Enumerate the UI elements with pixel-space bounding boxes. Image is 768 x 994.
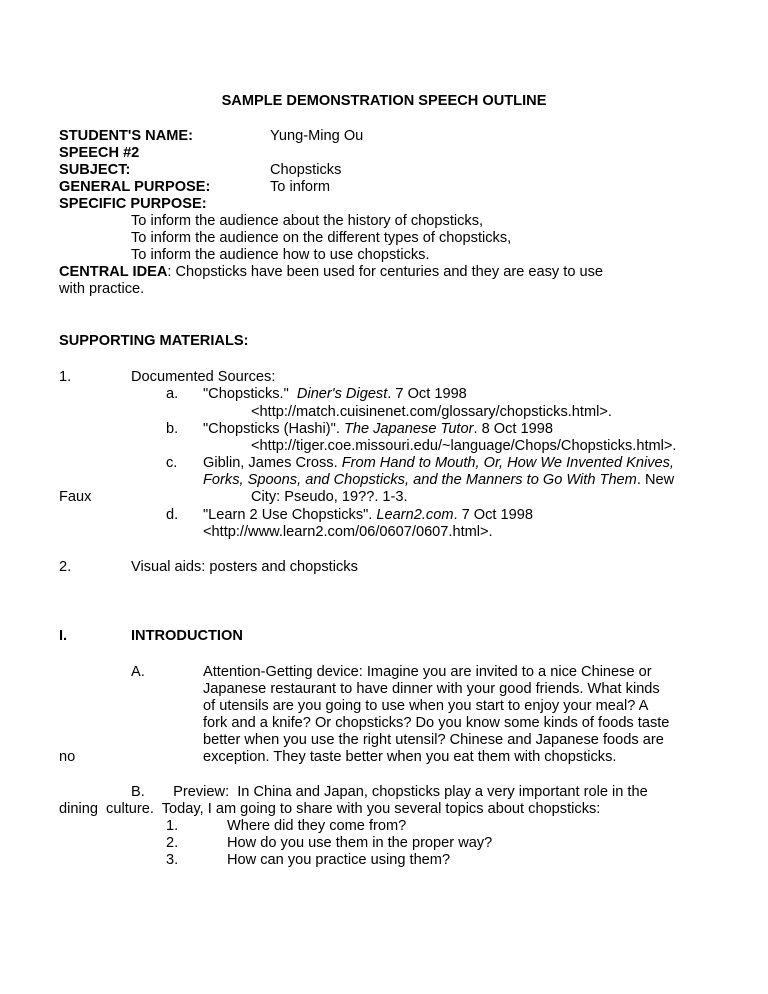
visual-aids-text: Visual aids: posters and chopsticks <box>131 559 358 575</box>
source-letter: d. <box>166 507 179 523</box>
source-url: <http://tiger.coe.missouri.edu/~language/Chops/Chopsticks.html>. <box>251 438 677 454</box>
section-number: I. <box>59 628 68 644</box>
preview-line: B. Preview: In China and Japan, chopsticks play a very important role in the <box>131 784 648 800</box>
source-citation <box>203 455 674 472</box>
source-citation <box>203 507 533 524</box>
specific-purpose-label: SPECIFIC PURPOSE: <box>59 196 207 212</box>
general-purpose-label: GENERAL PURPOSE: <box>59 179 211 195</box>
introduction-heading: INTRODUCTION <box>131 628 243 644</box>
source-title: "Chopsticks." <box>203 386 289 402</box>
specific-purpose-line: To inform the audience about the history of chopsticks, <box>131 213 484 229</box>
source-date: . 8 Oct 1998 <box>473 421 553 437</box>
source-publisher: City: Pseudo, 19??. 1-3. <box>251 489 408 505</box>
source-letter: b. <box>166 421 179 437</box>
preview-item-number: 3. <box>166 852 179 868</box>
item-number: 1. <box>59 369 72 385</box>
central-idea-text: : Chopsticks have been used for centuries and they are easy to use <box>167 264 604 280</box>
specific-purpose-line: To inform the audience on the different types of chopsticks, <box>131 230 512 246</box>
student-name-value: Yung-Ming Ou <box>270 128 364 144</box>
source-publication: Learn2.com <box>376 507 454 523</box>
preview-item-text: How can you practice using them? <box>227 852 451 868</box>
preview-item-text: Where did they come from? <box>227 818 407 834</box>
source-date: . 7 Oct 1998 <box>453 507 533 523</box>
attention-getter-line: Attention-Getting device: Imagine you are invited to a nice Chinese or <box>203 664 652 680</box>
source-book-title: From Hand to Mouth, Or, How We Invented Knives, <box>341 455 674 471</box>
source-url: <http://www.learn2.com/06/0607/0607.html>. <box>203 524 493 540</box>
attention-getter-line: better when you use the right utensil? Chinese and Japanese foods are <box>203 732 664 748</box>
student-name-label: STUDENT'S NAME: <box>59 128 194 144</box>
attention-getter-line: exception. They taste better when you eat them with chopsticks. <box>203 749 617 765</box>
attention-getter-line: Japanese restaurant to have dinner with your good friends. What kinds <box>203 681 660 697</box>
source-citation-continued <box>203 472 674 489</box>
attention-getter-line: of utensils are you going to use when you start to enjoy your meal? A <box>203 698 649 714</box>
source-title: "Chopsticks (Hashi)". <box>203 421 344 437</box>
source-author: Giblin, James Cross. <box>203 455 342 471</box>
source-publication: The Japanese Tutor <box>343 421 474 437</box>
central-idea-text-continued: with practice. <box>59 281 145 297</box>
source-tail: . New <box>636 472 675 488</box>
documented-sources-label: Documented Sources: <box>131 369 276 385</box>
preview-line-continued: dining culture. Today, I am going to share with you several topics about chopsticks: <box>59 801 601 817</box>
margin-note: no <box>59 749 76 765</box>
source-date: . 7 Oct 1998 <box>387 386 467 402</box>
source-letter: a. <box>166 386 179 402</box>
source-book-title-continued: Forks, Spoons, and Chopsticks, and the Manners to Go With Them <box>203 472 637 488</box>
preview-item-number: 2. <box>166 835 179 851</box>
preview-item-text: How do you use them in the proper way? <box>227 835 493 851</box>
central-idea <box>59 264 603 281</box>
source-url: <http://match.cuisinenet.com/glossary/chopsticks.html>. <box>251 404 612 420</box>
subject-label: SUBJECT: <box>59 162 131 178</box>
specific-purpose-line: To inform the audience how to use chopsticks. <box>131 247 430 263</box>
subpoint-letter: A. <box>131 664 145 680</box>
item-number: 2. <box>59 559 72 575</box>
speech-number-label: SPEECH #2 <box>59 145 140 161</box>
source-publication: Diner's Digest <box>296 386 388 402</box>
source-citation <box>203 421 553 438</box>
supporting-materials-heading: SUPPORTING MATERIALS: <box>59 333 249 349</box>
source-title: "Learn 2 Use Chopsticks". <box>203 507 377 523</box>
general-purpose-value: To inform <box>270 179 331 195</box>
subject-value: Chopsticks <box>270 162 342 178</box>
central-idea-label: CENTRAL IDEA <box>59 264 168 280</box>
margin-note: Faux <box>59 489 92 505</box>
source-citation <box>203 386 467 403</box>
document-title: SAMPLE DEMONSTRATION SPEECH OUTLINE <box>221 93 547 109</box>
attention-getter-line: fork and a knife? Or chopsticks? Do you know some kinds of foods taste <box>203 715 670 731</box>
source-letter: c. <box>166 455 178 471</box>
preview-item-number: 1. <box>166 818 179 834</box>
